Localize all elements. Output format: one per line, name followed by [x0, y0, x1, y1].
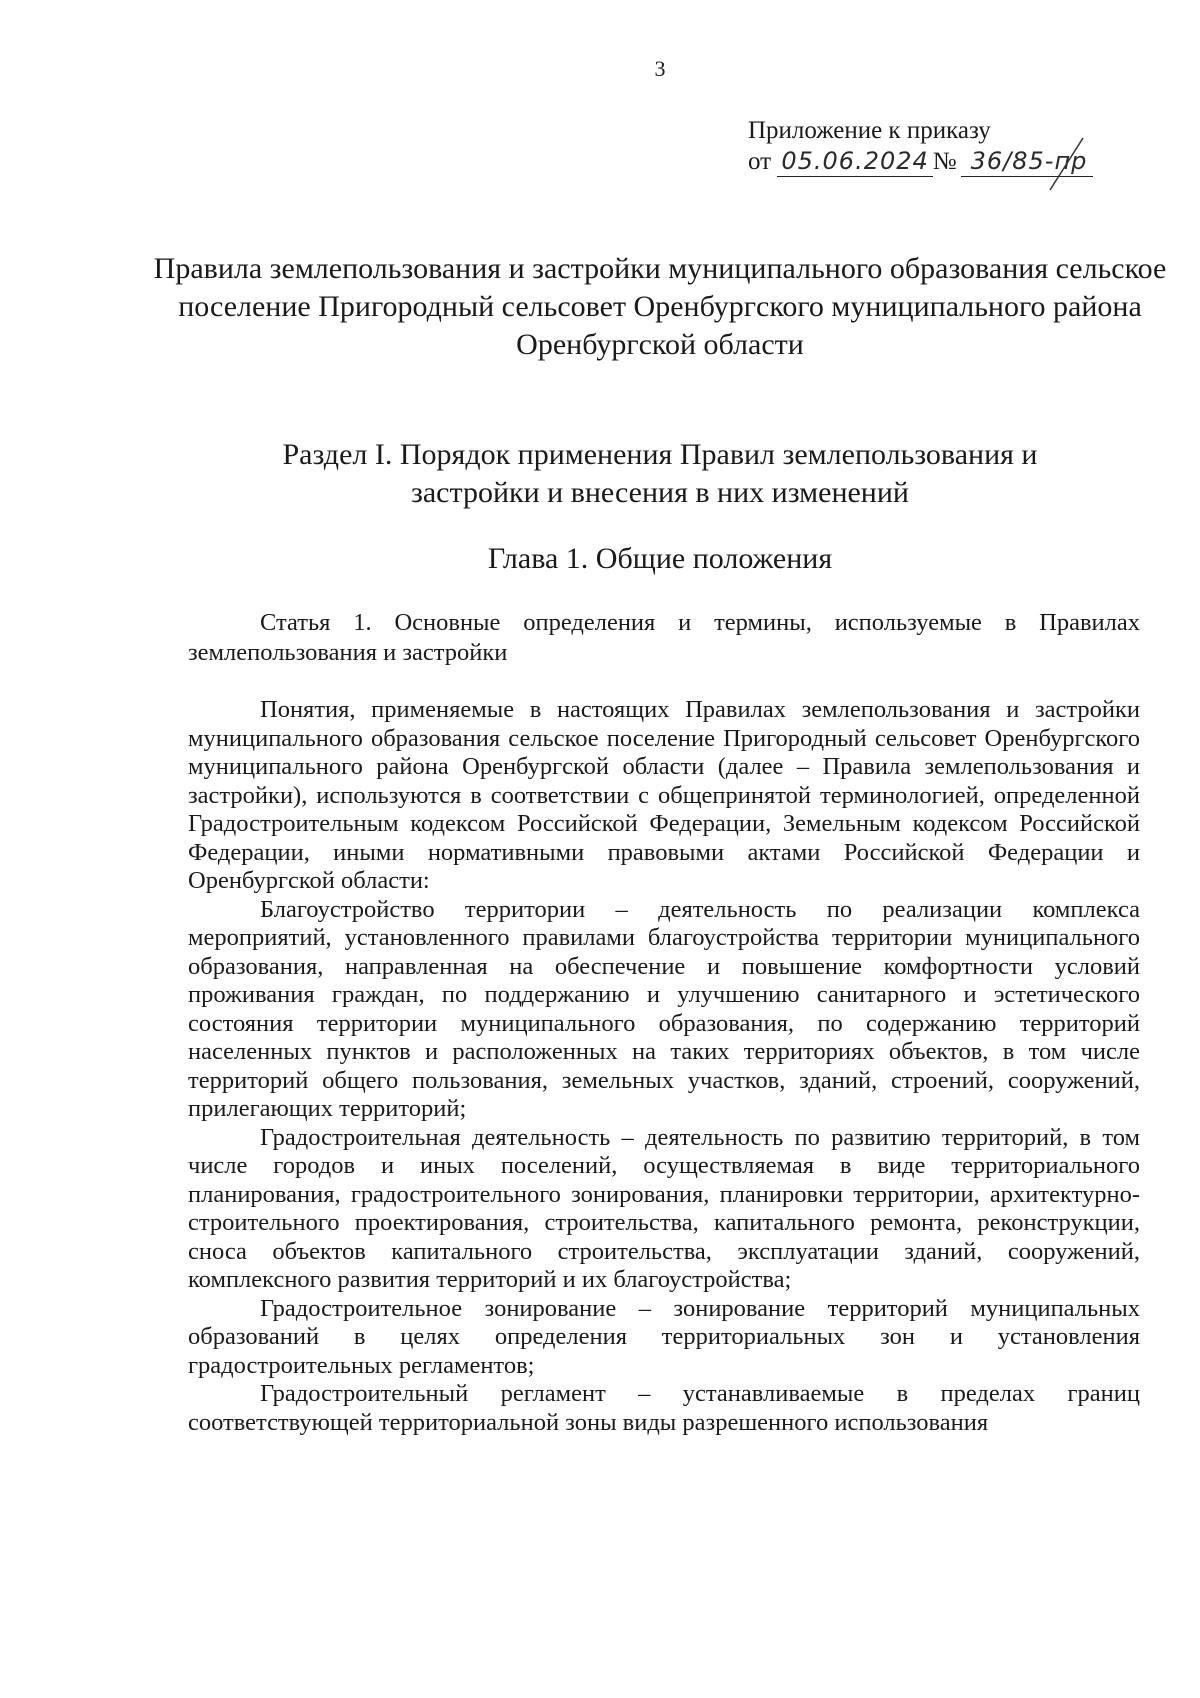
section-title: [160, 436, 1160, 512]
section-title-line-1: Раздел I. Порядок применения Правил землепользования и: [282, 438, 1038, 471]
paragraph-urban-activity: Градостроительная деятельность – деятельность по развитию территорий, в том числе городов и иных поселений, осуществляемая в виде территориального планирования, градостроительного зонирования, планировки территории, архитектурно-строительного проектирования, строительства, капитального ремонта, реконструкции, сноса объектов капитального строительства, эксплуатации зданий, сооружений, комплексного развития территорий и их благоустройства;: [188, 1123, 1140, 1293]
document-title: Правила землепользования и застройки муниципального образования сельское поселение Пригородный сельсовет Оренбургского муниципального района Оренбургской области: [153, 252, 1167, 361]
article-title: [188, 608, 1140, 668]
from-label: от: [748, 148, 772, 175]
paragraph-concepts: Понятия, применяемые в настоящих Правилах землепользования и застройки муниципального образования сельское поселение Пригородный сельсовет Оренбургского муниципального района Оренбургской области (далее – Правила землепользования и застройки), используются в соответствии с общепринятой терминологией, определенной Градостроительным кодексом Российской Федерации, Земельным кодексом Российской Федерации, иными нормативными правовыми актами Российской Федерации и Оренбургской области:: [188, 696, 1140, 894]
paragraph-zoning: Градостроительное зонирование – зонирование территорий муниципальных образований в целях определения территориальных зон и установления градостроительных регламентов;: [188, 1294, 1140, 1379]
handwritten-order-number: 36/85-пр: [961, 146, 1094, 177]
appendix-header: [748, 116, 1148, 177]
handwritten-slash-mark: [1028, 134, 1088, 194]
number-label: №: [932, 148, 957, 175]
appendix-label: Приложение к приказу: [748, 117, 991, 144]
handwritten-date: 05.06.2024: [777, 146, 932, 177]
article-title-text: Статья 1. Основные определения и термины, используемые в Правилах землепользования и застройки: [188, 609, 1140, 666]
article-body: [188, 696, 1140, 1437]
chapter-title: Глава 1. Общие положения: [487, 542, 833, 575]
page-number: 3: [654, 56, 666, 81]
section-title-line-2: застройки и внесения в них изменений: [411, 476, 909, 509]
appendix-order-line: [748, 146, 1148, 177]
paragraph-improvement: Благоустройство территории – деятельность по реализации комплекса мероприятий, установленного правилами благоустройства территории муниципального образования, направленная на обеспечение и повышение комфортности условий проживания граждан, по поддержанию и улучшению санитарного и эстетического состояния территории муниципального образования, по содержанию территорий населенных пунктов и расположенных на таких территориях объектов, в том числе территорий общего пользования, земельных участков, зданий, строений, сооружений, прилегающих территорий;: [188, 895, 1140, 1122]
paragraph-regulation: Градостроительный регламент – устанавливаемые в пределах границ соответствующей территориальной зоны виды разрешенного использования: [188, 1380, 1140, 1436]
